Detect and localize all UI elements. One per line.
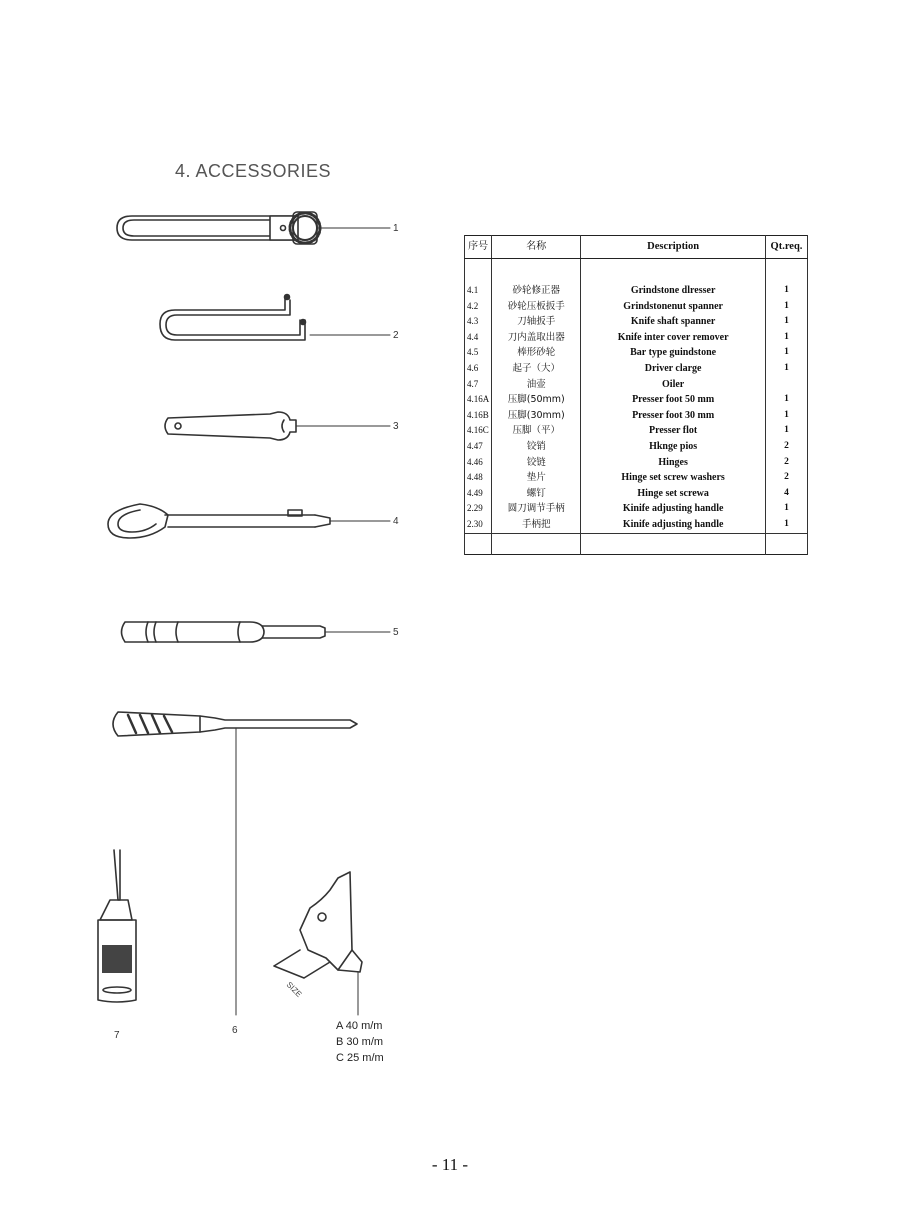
row-no: 4.46: [465, 455, 492, 471]
row-no: 4.2: [465, 299, 492, 315]
header-no: 序号: [465, 236, 492, 259]
oiler-drawing: [98, 850, 136, 1002]
row-qty: 1: [766, 423, 808, 439]
row-qty: 1: [766, 517, 808, 533]
row-name: 砂轮修正器: [492, 283, 581, 299]
row-description: Kinife adjusting handle: [581, 501, 766, 517]
size-c: C 25 m/m: [336, 1052, 384, 1064]
row-name: 油壶: [492, 377, 581, 393]
accessories-table: [464, 235, 808, 555]
row-qty: 2: [766, 470, 808, 486]
table-row: [465, 517, 808, 533]
row-name: 铰链: [492, 455, 581, 471]
row-no: 4.6: [465, 361, 492, 377]
row-no: 4.16B: [465, 408, 492, 424]
header-description: Description: [581, 236, 766, 259]
size-b: B 30 m/m: [336, 1036, 384, 1048]
row-qty: 1: [766, 299, 808, 315]
row-qty: 2: [766, 439, 808, 455]
table-row: [465, 314, 808, 330]
row-description: Presser foot 30 mm: [581, 408, 766, 424]
row-no: 4.49: [465, 486, 492, 502]
presser-foot-size-list: [336, 1018, 384, 1066]
row-no: 4.16C: [465, 423, 492, 439]
table-row: [465, 299, 808, 315]
size-label: SIZE: [284, 980, 304, 999]
row-name: 垫片: [492, 470, 581, 486]
table-row: [465, 501, 808, 517]
row-qty: 1: [766, 392, 808, 408]
row-qty: 1: [766, 314, 808, 330]
row-name: 刀轴扳手: [492, 314, 581, 330]
row-description: Knife inter cover remover: [581, 330, 766, 346]
row-name: 棒形砂轮: [492, 345, 581, 361]
callout-2: 2: [393, 330, 399, 341]
callout-7: 7: [114, 1030, 120, 1041]
row-qty: 1: [766, 501, 808, 517]
row-description: Presser flot: [581, 423, 766, 439]
row-qty: 1: [766, 361, 808, 377]
row-description: Hinge set screwa: [581, 486, 766, 502]
row-description: Driver clarge: [581, 361, 766, 377]
table-header-row: [465, 236, 808, 259]
header-qty: Qt.req.: [766, 236, 808, 259]
driver-drawing: [113, 712, 357, 1015]
table-row: [465, 361, 808, 377]
bar-type-grindstone-drawing: [122, 622, 391, 642]
table-row: [465, 330, 808, 346]
callout-5: 5: [393, 627, 399, 638]
size-a: A 40 m/m: [336, 1020, 383, 1032]
row-qty: 4: [766, 486, 808, 502]
row-no: 4.1: [465, 283, 492, 299]
row-no: 4.48: [465, 470, 492, 486]
row-description: Hinges: [581, 455, 766, 471]
row-qty: 1: [766, 283, 808, 299]
table-row: [465, 283, 808, 299]
row-description: Oiler: [581, 377, 766, 393]
row-no: 2.30: [465, 517, 492, 533]
header-name: 名称: [492, 236, 581, 259]
row-description: Knife shaft spanner: [581, 314, 766, 330]
table-row: [465, 470, 808, 486]
row-name: 手柄把: [492, 517, 581, 533]
row-name: 压脚(30mm): [492, 408, 581, 424]
callout-4: 4: [393, 516, 399, 527]
grindstonenut-spanner-drawing: [160, 295, 390, 341]
row-qty: [766, 377, 808, 393]
callout-6: 6: [232, 1025, 238, 1036]
row-qty: 1: [766, 330, 808, 346]
callout-1: 1: [393, 223, 399, 234]
row-name: 压脚(50mm): [492, 392, 581, 408]
page-number: - 11 -: [431, 1155, 469, 1174]
table-row: [465, 377, 808, 393]
row-qty: 1: [766, 345, 808, 361]
row-description: Bar type guindstone: [581, 345, 766, 361]
row-name: 螺钉: [492, 486, 581, 502]
row-name: 铰销: [492, 439, 581, 455]
row-no: 4.5: [465, 345, 492, 361]
knife-shaft-spanner-drawing: [165, 412, 390, 440]
table-empty-row: [465, 533, 808, 554]
callout-3: 3: [393, 421, 399, 432]
row-qty: 1: [766, 408, 808, 424]
table-row: [465, 455, 808, 471]
row-no: 4.3: [465, 314, 492, 330]
table-row: [465, 423, 808, 439]
page-title: 4. ACCESSORIES: [175, 161, 332, 181]
row-name: 压脚（平）: [492, 423, 581, 439]
row-no: 4.47: [465, 439, 492, 455]
table-body: [465, 259, 808, 555]
row-description: Grindstone dlresser: [581, 283, 766, 299]
row-description: Kinife adjusting handle: [581, 517, 766, 533]
row-description: Grindstonenut spanner: [581, 299, 766, 315]
table-row: [465, 392, 808, 408]
row-name: 圆刀调节手柄: [492, 501, 581, 517]
row-description: Hknge pios: [581, 439, 766, 455]
row-description: Hinge set screw washers: [581, 470, 766, 486]
table-row: [465, 486, 808, 502]
table-row: [465, 345, 808, 361]
row-no: 4.4: [465, 330, 492, 346]
row-name: 起子（大）: [492, 361, 581, 377]
row-name: 砂轮压板扳手: [492, 299, 581, 315]
row-description: Presser foot 50 mm: [581, 392, 766, 408]
row-qty: 2: [766, 455, 808, 471]
table-row: [465, 408, 808, 424]
row-no: 2.29: [465, 501, 492, 517]
knife-inter-cover-remover-drawing: [108, 504, 390, 538]
row-no: 4.7: [465, 377, 492, 393]
grindstone-dresser-drawing: [117, 212, 390, 244]
table-spacer-row: [465, 259, 808, 284]
presser-foot-drawing: [274, 872, 362, 1015]
row-no: 4.16A: [465, 392, 492, 408]
row-name: 刀内盖取出器: [492, 330, 581, 346]
table-row: [465, 439, 808, 455]
